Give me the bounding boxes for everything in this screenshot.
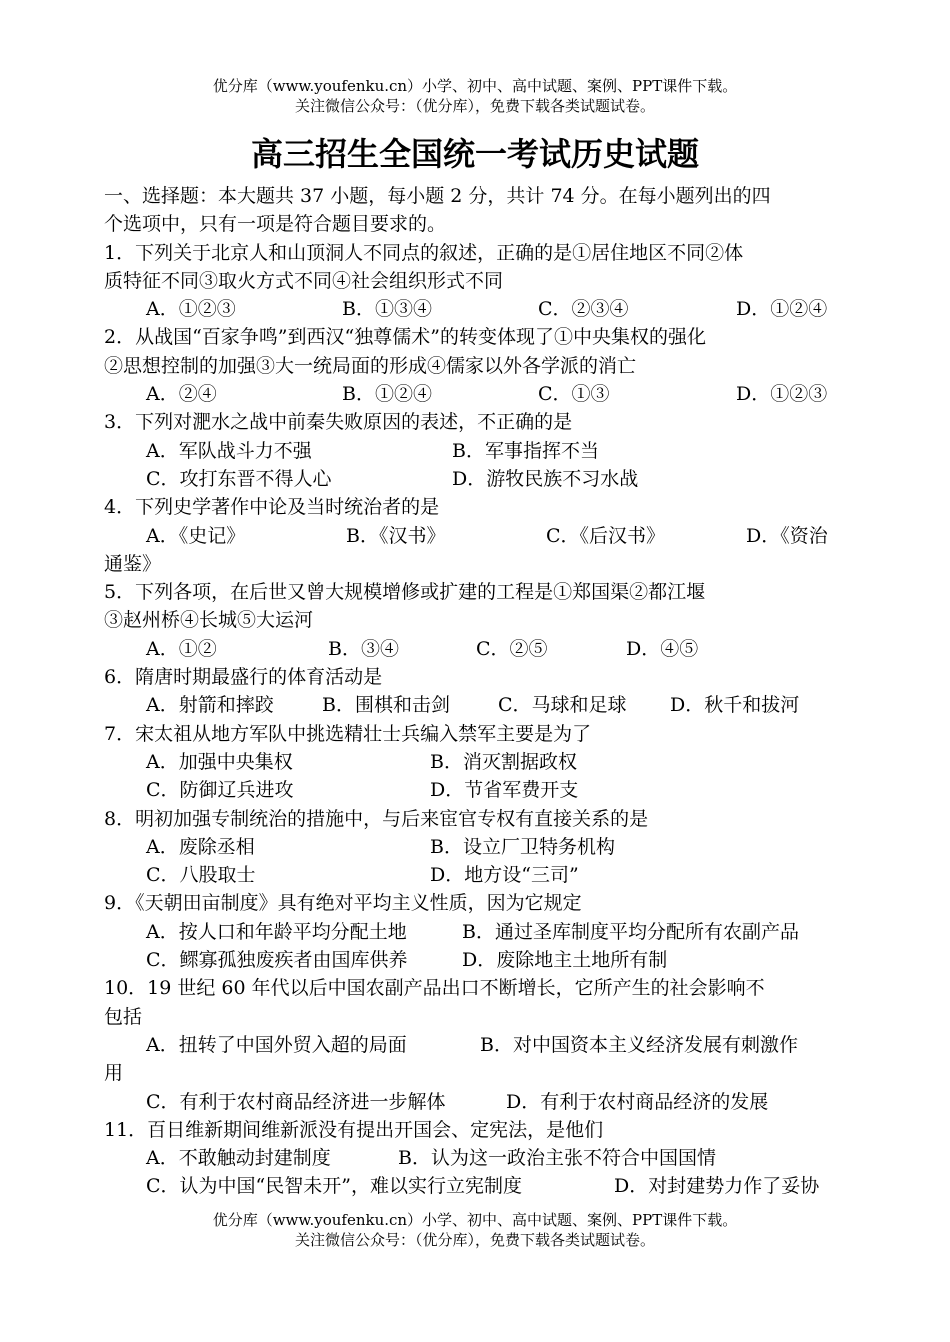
question-stem-cont: 质特征不同③取火方式不同④社会组织形式不同 <box>104 269 504 292</box>
option-b: B．设立厂卫特务机构 <box>430 835 615 858</box>
option-cont: 通鉴》 <box>104 552 162 575</box>
option-c: C．防御辽兵进攻 <box>146 779 294 802</box>
question-stem: 5．下列各项，在后世又曾大规模增修或扩建的工程是①郑国渠②都江堰 <box>104 581 706 604</box>
option-row <box>104 437 850 465</box>
page-title: 高三招生全国统一考试历史试题 <box>250 135 699 173</box>
option-c: C．②⑤ <box>476 637 548 660</box>
footer-line-1: 优分库（www.youfenku.cn）小学、初中、高中试题、案例、PPT课件下载。 <box>212 1211 738 1229</box>
option-a: A．射箭和摔跤 <box>146 694 274 717</box>
option-a: A．废除丞相 <box>146 835 255 858</box>
header-line-2: 关注微信公众号：（优分库），免费下载各类试题试卷。 <box>294 97 655 115</box>
question-stem: 2．从战国“百家争鸣”到西汉“独尊儒术”的转变体现了①中央集权的强化 <box>104 326 706 349</box>
option-c: C．鳏寡孤独废疾者由国库供养 <box>146 949 408 972</box>
option-b: B．消灭割据政权 <box>430 750 577 773</box>
option-row <box>104 1144 850 1172</box>
option-d: D．地方设“三司” <box>430 864 579 887</box>
option-row <box>104 1172 850 1200</box>
option-d: D．①②③ <box>736 383 828 406</box>
option-a: A．①② <box>146 637 217 660</box>
question-stem-cont: 包括 <box>104 1005 143 1028</box>
question-stem: 6．隋唐时期最盛行的体育活动是 <box>104 666 383 689</box>
option-c: C．《后汉书》 <box>546 524 666 547</box>
option-b: B．①③④ <box>342 298 432 321</box>
question-stem: 9．《天朝田亩制度》具有绝对平均主义性质，因为它规定 <box>104 892 582 915</box>
option-a: A．按人口和年龄平均分配土地 <box>146 920 407 943</box>
option-row <box>104 1088 850 1116</box>
option-cont: 用 <box>104 1062 124 1085</box>
option-b: B．③④ <box>328 637 399 660</box>
option-c: C．马球和足球 <box>498 694 627 717</box>
option-c: C．有利于农村商品经济进一步解体 <box>146 1090 446 1113</box>
question-stem: 10．19 世纪 60 年代以后中国农副产品出口不断增长，它所产生的社会影响不 <box>104 977 765 1000</box>
option-row <box>104 635 850 663</box>
option-d: D．①②④ <box>736 298 828 321</box>
option-row <box>104 380 850 408</box>
exam-content <box>104 182 850 1201</box>
option-d: D．游牧民族不习水战 <box>452 467 639 490</box>
section-intro-cont: 个选项中，只有一项是符合题目要求的。 <box>104 213 447 236</box>
option-b: B．①②④ <box>342 383 432 406</box>
question-stem: 11．百日维新期间维新派没有提出开国会、定宪法，是他们 <box>104 1118 604 1141</box>
header-line-1: 优分库（www.youfenku.cn）小学、初中、高中试题、案例、PPT课件下载。 <box>212 77 738 95</box>
page-header <box>0 76 950 116</box>
question-stem: 3．下列对淝水之战中前秦失败原因的表述，不正确的是 <box>104 411 573 434</box>
page-footer <box>0 1210 950 1250</box>
option-row <box>104 748 850 776</box>
option-a: A．加强中央集权 <box>146 750 293 773</box>
option-row <box>104 691 850 719</box>
option-d: D．《资治 <box>746 524 828 547</box>
option-row <box>104 833 850 861</box>
footer-line-2: 关注微信公众号：（优分库），免费下载各类试题试卷。 <box>294 1231 655 1249</box>
option-row <box>104 1031 850 1059</box>
option-d: D．秋千和拔河 <box>670 694 800 717</box>
option-row <box>104 918 850 946</box>
option-row <box>104 522 850 550</box>
option-b: B．认为这一政治主张不符合中国国情 <box>398 1147 716 1170</box>
option-a: A．①②③ <box>146 298 236 321</box>
option-a: A．不敢触动封建制度 <box>146 1147 331 1170</box>
option-row <box>104 861 850 889</box>
option-c: C．认为中国“民智未开”，难以实行立宪制度 <box>146 1175 522 1198</box>
option-a: A．《史记》 <box>146 524 246 547</box>
option-c: C．八股取士 <box>146 864 256 887</box>
option-d: D．节省军费开支 <box>430 779 579 802</box>
option-b: B．对中国资本主义经济发展有刺激作 <box>480 1033 798 1056</box>
question-stem: 1．下列关于北京人和山顶洞人不同点的叙述，正确的是①居住地区不同②体 <box>104 241 744 264</box>
option-row <box>104 946 850 974</box>
option-c: C．①③ <box>538 383 610 406</box>
option-d: D．④⑤ <box>626 637 699 660</box>
option-d: D．有利于农村商品经济的发展 <box>506 1090 769 1113</box>
option-c: C．攻打东晋不得人心 <box>146 467 332 490</box>
option-d: D．对封建势力作了妥协 <box>614 1175 820 1198</box>
option-a: A．军队战斗力不强 <box>146 439 312 462</box>
option-b: B．通过圣库制度平均分配所有农副产品 <box>462 920 799 943</box>
question-stem: 8．明初加强专制统治的措施中，与后来宦官专权有直接关系的是 <box>104 807 649 830</box>
section-intro: 一、选择题：本大题共 37 小题，每小题 2 分，共计 74 分。在每小题列出的四 <box>104 185 771 207</box>
option-b: B．军事指挥不当 <box>452 439 599 462</box>
option-row <box>104 465 850 493</box>
option-b: B．围棋和击剑 <box>322 694 450 717</box>
option-c: C．②③④ <box>538 298 629 321</box>
option-d: D．废除地主土地所有制 <box>462 949 668 972</box>
question-stem: 7．宋太祖从地方军队中挑选精壮士兵编入禁军主要是为了 <box>104 722 592 745</box>
option-a: A．扭转了中国外贸入超的局面 <box>146 1033 407 1056</box>
question-stem-cont: ③赵州桥④长城⑤大运河 <box>104 609 314 632</box>
option-b: B．《汉书》 <box>346 524 446 547</box>
option-row <box>104 295 850 323</box>
option-a: A．②④ <box>146 383 217 406</box>
question-stem-cont: ②思想控制的加强③大一统局面的形成④儒家以外各学派的消亡 <box>104 354 637 377</box>
question-stem: 4．下列史学著作中论及当时统治者的是 <box>104 496 440 519</box>
option-row <box>104 776 850 804</box>
